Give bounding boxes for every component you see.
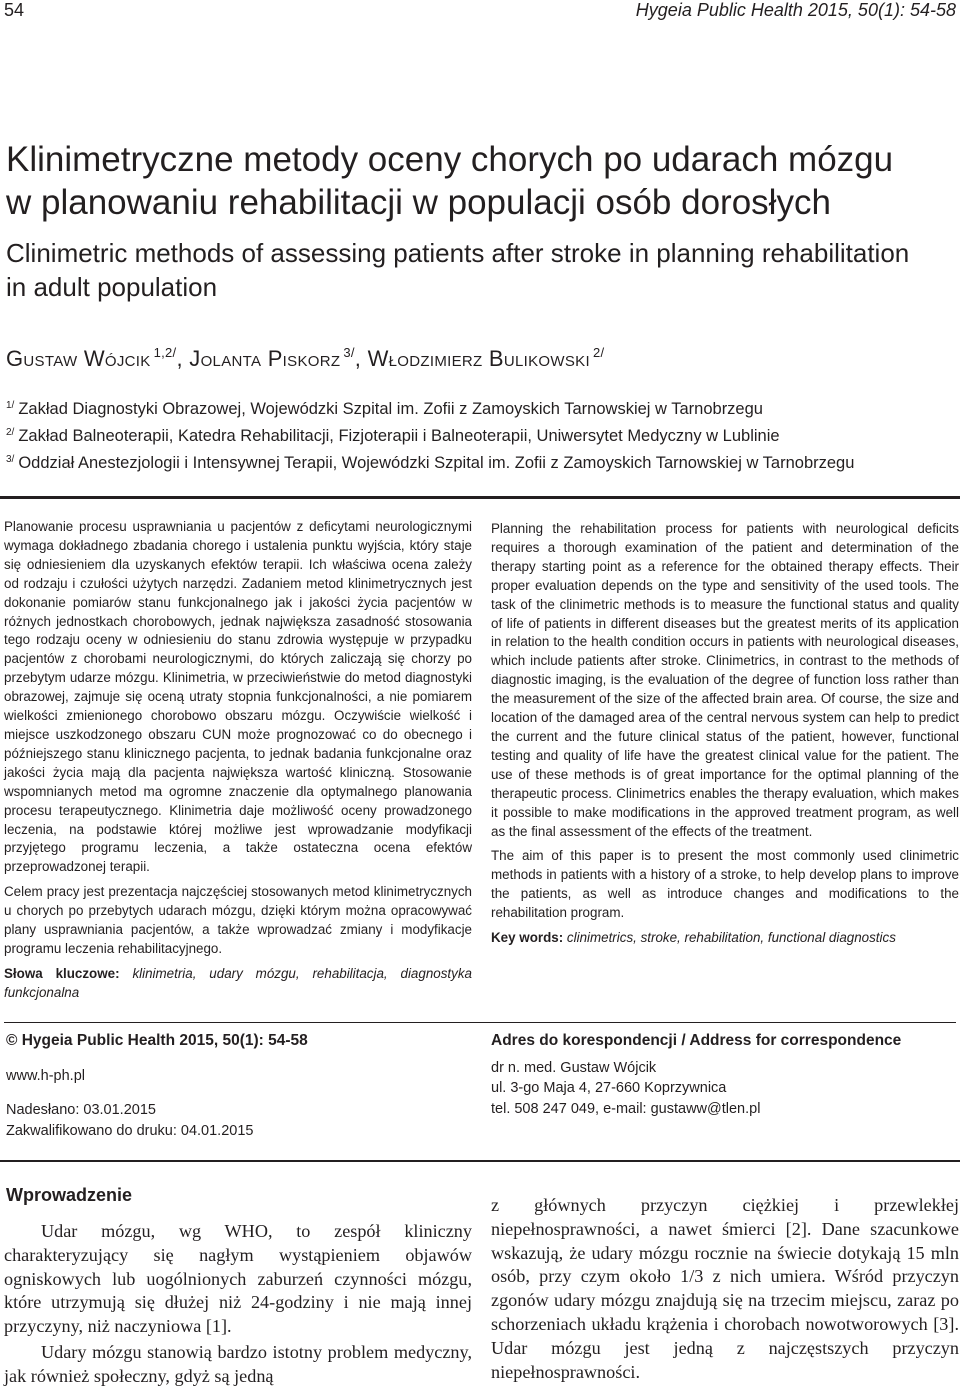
body-paragraph: z głównych przyczyn ciężkiej i przewlekłej niepełnosprawności, a nawet śmierci [2]. Dane szacunkowe wskazują, że udary mózgu rocznie na świecie dotykają 15 mln osób, przy czym około 1/3 z nich umiera. Wśród przyczyn zgonów udary mózgu znajdują się na trzecim miejscu, zaraz po schorzeniach układu krążenia i chorobach nowotworowych [3]. Udar mózgu jest jedną z najczęstszych przyczyn niepełnosprawności. <box>491 1195 959 1382</box>
correspondence-heading: Adres do korespondencji / Address for correspondence <box>491 1032 902 1049</box>
correspondence-name: dr n. med. Gustaw Wójcik <box>491 1059 657 1076</box>
affiliation-row <box>6 394 956 421</box>
body-paragraph: Udar mózgu, wg WHO, to zespół kliniczny charakteryzujący się nagłym wystąpieniem objawów ogniskowych lub uogólnionych zaburzeń czynności mózgu, które utrzymują się dłużej niż 24-godziny i nie mają innej przyczyny, niż naczyniowa [1]. <box>4 1221 472 1337</box>
author-list <box>6 345 604 372</box>
title-english-line: in adult population <box>6 272 218 302</box>
correspondence-street: ul. 3-go Maja 4, 27-660 Koprzywnica <box>491 1080 727 1096</box>
title-english-line: Clinimetric methods of assessing patients after stroke in planning rehabilitation <box>6 238 910 268</box>
publication-info <box>6 1031 466 1141</box>
author-name: Gustaw Wójcik <box>6 346 151 371</box>
keywords-label: Key words: <box>491 930 564 946</box>
keywords-text: klinimetria, udary mózgu, rehabilitacja, diagnostyka funkcjonalna <box>4 965 472 1000</box>
keywords <box>491 929 959 948</box>
abstract-paragraph: The aim of this paper is to present the most commonly used clinimetric methods in patients with a history of a stroke, to help develop plans to improve the patients, as well as introduce changes and modifications to the rehabilitation program. <box>491 848 959 921</box>
author-affiliation-mark: 3/ <box>343 345 355 360</box>
journal-header: Hygeia Public Health 2015, 50(1): 54-58 <box>635 0 956 20</box>
divider <box>0 496 960 499</box>
correspondence-info <box>491 1031 951 1119</box>
copyright-line: © Hygeia Public Health 2015, 50(1): 54-58 <box>6 1032 308 1049</box>
author-name: Włodzimierz Bulikowski <box>367 346 590 371</box>
page-number: 54 <box>4 0 25 20</box>
author-separator: , <box>176 346 190 371</box>
title-english <box>6 236 956 304</box>
affiliation-mark: 3/ <box>6 454 15 465</box>
website-link[interactable]: www.h-ph.pl <box>6 1067 85 1084</box>
affiliation-mark: 1/ <box>6 400 15 411</box>
author-separator: , <box>354 346 368 371</box>
affiliation-mark: 2/ <box>6 427 15 438</box>
received-date: Nadesłano: 03.01.2015 <box>6 1102 156 1118</box>
intro-column-right <box>491 1194 959 1386</box>
affiliations <box>6 394 956 475</box>
affiliation-row <box>6 421 956 448</box>
abstract-paragraph: Celem pracy jest prezentacja najczęściej stosowanych metod klinimetrycznych u chorych po przebytych udarach mózgu, dzięki którym można opracowywać plany usprawniania pacjentów, a także wprowadzać zmiany i modyfikacje programu leczenia rehabilitacyjnego. <box>4 884 472 956</box>
body-paragraph: Udary mózgu stanowią bardzo istotny problem medyczny, jak również społeczny, gdyż są jedną <box>4 1341 472 1386</box>
title-polish <box>6 138 956 224</box>
abstract-english <box>491 520 959 954</box>
divider <box>4 1022 956 1023</box>
title-polish-line: Klinimetryczne metody oceny chorych po udarach mózgu <box>6 140 894 179</box>
abstract-paragraph: Planning the rehabilitation process for patients with neurological deficits requires a thorough examination of the patient and determination of the therapy starting point as a reference for the obtained therapy effects. Their proper evaluation depends on the type and sensitivity of the used tools. The task of the clinimetric methods is to measure the functional status and quality of life of patients in different diseases but the greatest merits of its application in relation to the health condition occurs in patients with neurological diseases, which include patients after stroke. Clinimetrics, in contrast to the methods of diagnostic imaging, is the evaluation of the degree of function loss rather than the measurement of the size of the affected brain area. Of course, the size and location of the damaged area of the central nervous system can help to predict the current and the future clinical status of the patient, however, functional testing and quality of life have the greatest clinical value for the patient. The use of these methods is of great importance for the optimal planning of the therapeutic process. Clinimetrics enables the therapy evaluation, which makes it possible to make modifications in the approved treatment program, as well as the final assessment of the effects of the treatment. <box>491 521 959 839</box>
author-affiliation-mark: 1,2/ <box>153 345 177 360</box>
author-affiliation-mark: 2/ <box>592 345 605 360</box>
affiliation-row <box>6 448 956 475</box>
section-heading: Wprowadzenie <box>6 1185 133 1205</box>
accepted-date: Zakwalifikowano do druku: 04.01.2015 <box>6 1122 254 1139</box>
abstract-paragraph: Planowanie procesu usprawniania u pacjentów z deficytami neurologicznymi wymaga dokładnego zbadania chorego i ustalenia punktu wyjścia, który staje się odniesieniem dla uzyskanych efektów terapii. Ich właściwa ocena zależy od rodzaju i czułości użytych narzędzi. Zadaniem metod klinimetrycznych jest dokonanie pomiarów stanu funkcjonalnego jak i jakości życia pacjentów w różnych jednostkach chorobowych, jednak największa zasadność stosowania tego rodzaju oceny w odniesieniu do stanu zdrowia występuje w przypadku pacjentów z chorobami neurologicznymi, do których zaliczają się chorzy po przebytym udarze mózgu. Klinimetria, w przeciwieństwie do metod diagnostyki obrazowej, zajmuje się oceną utraty stopnia funkcjonalności, a nie pomiarem wielkości zmienionego chorobowo obszaru mózgu. Oczywiście wielkość i miejsce uszkodzonego obszaru CUN może prognozować co do obecnego i późniejszego stanu klinicznego pacjenta, to jednak badania funkcjonalne oraz jakości życia mają dla pacjenta największa wartość kliniczną. Stosowanie wspomnianych metod ma ogromne znaczenie dla optymalnego planowania procesu terapeutycznego. Klinimetria daje możliwość oceny prowadzonego leczenia, na podstawie której możliwe jest wprowadzanie modyfikacji przyjętego programu leczenia, a także ostateczna ocena efektów przeprowadzonej terapii. <box>4 519 472 875</box>
intro-column-left <box>4 1220 472 1391</box>
author-name: Jolanta Piskorz <box>189 346 341 371</box>
divider <box>0 1160 960 1162</box>
abstract-polish <box>4 518 472 1009</box>
title-polish-line: w planowaniu rehabilitacji w populacji osób dorosłych <box>6 183 831 222</box>
correspondence-contact: tel. 508 247 049, e-mail: gustaww@tlen.pl <box>491 1100 761 1117</box>
keywords-text: clinimetrics, stroke, rehabilitation, functional diagnostics <box>566 930 896 946</box>
affiliation-text: Zakład Balneoterapii, Katedra Rehabilitacji, Fizjoterapii i Balneoterapii, Uniwersytet Medyczny w Lublinie <box>18 427 780 445</box>
affiliation-text: Oddział Anestezjologii i Intensywnej Terapii, Wojewódzki Szpital im. Zofii z Zamoyskich Tarnowskiej w Tarnobrzegu <box>18 454 855 472</box>
keywords-label: Słowa kluczowe: <box>4 965 120 981</box>
affiliation-text: Zakład Diagnostyki Obrazowej, Wojewódzki Szpital im. Zofii z Zamoyskich Tarnowskiej w Tarnobrzegu <box>18 400 763 418</box>
keywords <box>4 965 472 1003</box>
